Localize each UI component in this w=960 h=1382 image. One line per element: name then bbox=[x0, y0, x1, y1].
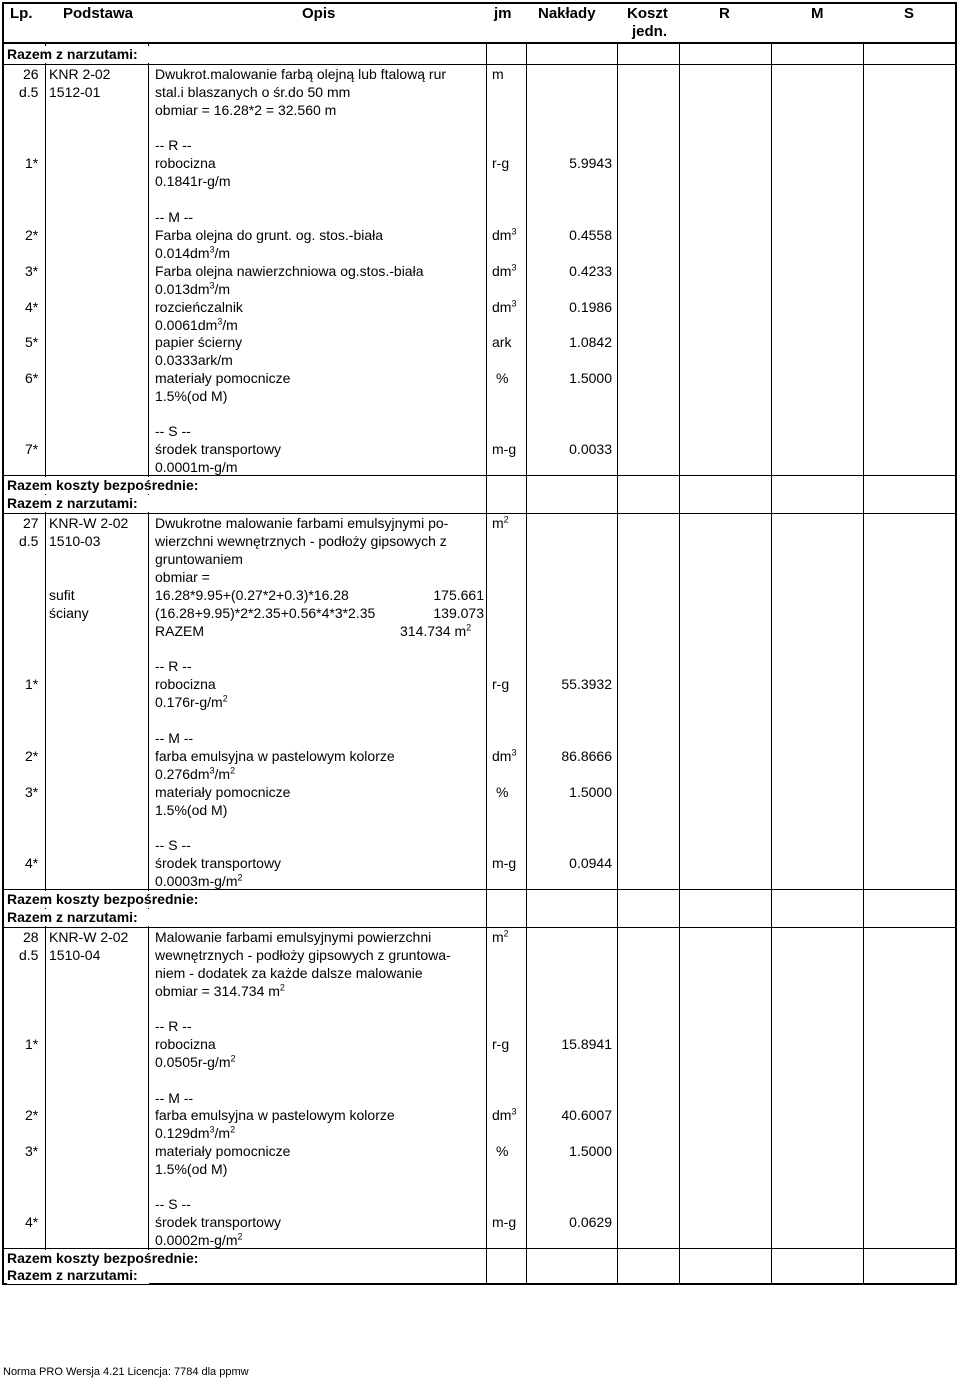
item-name: środek transportowy bbox=[155, 1214, 282, 1230]
header-podstawa: Podstawa bbox=[63, 5, 134, 22]
item-unit: r-g bbox=[492, 676, 510, 692]
obmiar-formula: (16.28+9.95)*2*2.35+0.56*4*3*2.35 bbox=[155, 605, 376, 621]
razem-z-narzutami: Razem z narzutami: bbox=[7, 46, 149, 63]
pos-obmiar: obmiar = 16.28*2 = 32.560 m bbox=[155, 102, 337, 118]
item-value: 1.0842 bbox=[569, 334, 612, 350]
pos-code: 1512-01 bbox=[49, 84, 101, 100]
item-norm: $0.129dm^3/m^2$ bbox=[155, 1124, 236, 1141]
col-divider bbox=[863, 2, 864, 1285]
row-separator bbox=[2, 513, 957, 514]
col-divider bbox=[148, 2, 149, 1285]
pos-description: niem - dodatek za każde dalsze malowanie bbox=[155, 965, 423, 981]
section-s: -- S -- bbox=[155, 423, 191, 439]
header-m: M bbox=[811, 5, 824, 22]
razem-z-narzutami: Razem z narzutami: bbox=[7, 909, 149, 926]
razem-z-narzutami: Razem z narzutami: bbox=[7, 495, 149, 512]
razem-koszty-bezposrednie: Razem koszty bezpośrednie: bbox=[7, 1250, 217, 1267]
section-m: -- M -- bbox=[155, 730, 194, 746]
section-r: -- R -- bbox=[155, 658, 192, 674]
item-lp: 6* bbox=[25, 370, 39, 386]
item-norm: $0.0003m-g/m^2$ bbox=[155, 872, 243, 889]
col-divider bbox=[486, 2, 487, 1285]
item-lp: 2* bbox=[25, 748, 39, 764]
section-m: -- M -- bbox=[155, 209, 194, 225]
item-unit: % bbox=[496, 1143, 509, 1159]
item-norm: $0.013dm^3/m$ bbox=[155, 280, 231, 297]
item-lp: 3* bbox=[25, 1143, 39, 1159]
footer-license: Norma PRO Wersja 4.21 Licencja: 7784 dla ppmw bbox=[3, 1366, 249, 1378]
row-separator bbox=[2, 927, 957, 928]
item-unit: $dm^3$ bbox=[492, 262, 517, 279]
col-divider bbox=[617, 2, 618, 1285]
item-lp: 1* bbox=[25, 676, 39, 692]
obmiar-value: 175.661 bbox=[433, 587, 484, 603]
item-lp: 3* bbox=[25, 263, 39, 279]
item-unit: m-g bbox=[492, 1214, 517, 1230]
item-norm: 1.5%(od M) bbox=[155, 388, 228, 404]
item-value: 0.4558 bbox=[569, 227, 612, 243]
pos-code: 1510-03 bbox=[49, 533, 101, 549]
item-unit: $dm^3$ bbox=[492, 747, 517, 764]
item-lp: 1* bbox=[25, 155, 39, 171]
item-unit: $dm^3$ bbox=[492, 298, 517, 315]
pos-obmiar: obmiar = bbox=[155, 569, 210, 585]
item-value: 5.9943 bbox=[569, 155, 612, 171]
pos-description: wewnętrznych - podłoży gipsowych z gruntowa- bbox=[155, 947, 451, 963]
row-separator bbox=[2, 1248, 957, 1249]
item-value: 1.5000 bbox=[569, 784, 612, 800]
item-norm: 0.0333ark/m bbox=[155, 352, 233, 368]
item-lp: 4* bbox=[25, 299, 39, 315]
pos-d: d.5 bbox=[19, 84, 39, 100]
item-unit: $dm^3$ bbox=[492, 226, 517, 243]
item-norm: 0.0001m-g/m bbox=[155, 459, 238, 475]
header-opis: Opis bbox=[302, 5, 336, 22]
item-norm: 1.5%(od M) bbox=[155, 1161, 228, 1177]
item-name: Farba olejna do grunt. og. stos.-biała bbox=[155, 227, 384, 243]
item-norm: $0.0061dm^3/m$ bbox=[155, 316, 238, 333]
item-norm: 0.1841r-g/m bbox=[155, 173, 231, 189]
pos-description: stal.i blaszanych o śr.do 50 mm bbox=[155, 84, 351, 100]
header-s: S bbox=[904, 5, 915, 22]
section-s: -- S -- bbox=[155, 1196, 191, 1212]
obmiar-value: 139.073 bbox=[433, 605, 484, 621]
header-koszt-jedn: jedn. bbox=[632, 23, 668, 40]
item-value: 0.0629 bbox=[569, 1214, 612, 1230]
item-name: robocizna bbox=[155, 155, 216, 171]
item-value: 1.5000 bbox=[569, 370, 612, 386]
item-value: 0.0033 bbox=[569, 441, 612, 457]
item-name: farba emulsyjna w pastelowym kolorze bbox=[155, 1107, 395, 1123]
razem-koszty-bezposrednie: Razem koszty bezpośrednie: bbox=[7, 891, 217, 908]
section-r: -- R -- bbox=[155, 1018, 192, 1034]
item-lp: 1* bbox=[25, 1036, 39, 1052]
header-r: R bbox=[719, 5, 730, 22]
item-name: środek transportowy bbox=[155, 855, 282, 871]
pos-knr: KNR 2-02 bbox=[49, 66, 111, 82]
header-jm: jm bbox=[494, 5, 512, 22]
item-unit: $dm^3$ bbox=[492, 1106, 517, 1123]
pos-number: 26 bbox=[23, 66, 39, 82]
pos-description: Malowanie farbami emulsyjnymi powierzchni bbox=[155, 929, 432, 945]
col-divider bbox=[679, 2, 680, 1285]
item-unit: r-g bbox=[492, 1036, 510, 1052]
item-unit: % bbox=[496, 370, 509, 386]
pos-number: 28 bbox=[23, 929, 39, 945]
item-value: 86.8666 bbox=[561, 748, 612, 764]
pos-knr: KNR-W 2-02 bbox=[49, 515, 129, 531]
item-name: rozcieńczalnik bbox=[155, 299, 243, 315]
item-value: 40.6007 bbox=[561, 1107, 612, 1123]
item-value: 0.4233 bbox=[569, 263, 612, 279]
razem-koszty-bezposrednie: Razem koszty bezpośrednie: bbox=[7, 477, 217, 494]
item-value: 1.5000 bbox=[569, 1143, 612, 1159]
pos-unit: $m^2$ bbox=[492, 514, 509, 531]
pos-number: 27 bbox=[23, 515, 39, 531]
razem-z-narzutami: Razem z narzutami: bbox=[7, 1267, 149, 1284]
item-norm: $0.176r-g/m^2$ bbox=[155, 693, 228, 710]
item-lp: 5* bbox=[25, 334, 39, 350]
item-value: 55.3932 bbox=[561, 676, 612, 692]
row-separator bbox=[2, 475, 957, 476]
item-norm: $0.276dm^3/m^2$ bbox=[155, 765, 236, 782]
item-lp: 3* bbox=[25, 784, 39, 800]
item-lp: 7* bbox=[25, 441, 39, 457]
col-divider bbox=[526, 2, 527, 1285]
item-norm: $0.0505r-g/m^2$ bbox=[155, 1053, 236, 1070]
header-lp: Lp. bbox=[10, 5, 33, 22]
pos-description: Dwukrot.malowanie farbą olejną lub ftalową rur bbox=[155, 66, 447, 82]
item-name: materiały pomocnicze bbox=[155, 370, 291, 386]
obmiar-label-sufit: sufit bbox=[49, 587, 75, 603]
item-unit: m-g bbox=[492, 855, 517, 871]
item-norm: $0.014dm^3/m$ bbox=[155, 244, 231, 261]
cost-table-frame bbox=[2, 2, 957, 1285]
item-unit: r-g bbox=[492, 155, 510, 171]
item-norm: 1.5%(od M) bbox=[155, 802, 228, 818]
item-lp: 4* bbox=[25, 855, 39, 871]
item-unit: ark bbox=[492, 334, 512, 350]
pos-description: Dwukrotne malowanie farbami emulsyjnymi po- bbox=[155, 515, 449, 531]
col-divider bbox=[45, 2, 46, 1285]
col-divider bbox=[771, 2, 772, 1285]
item-name: środek transportowy bbox=[155, 441, 282, 457]
pos-d: d.5 bbox=[19, 533, 39, 549]
item-value: 0.1986 bbox=[569, 299, 612, 315]
item-value: 15.8941 bbox=[561, 1036, 612, 1052]
obmiar-formula: 16.28*9.95+(0.27*2+0.3)*16.28 bbox=[155, 587, 349, 603]
pos-code: 1510-04 bbox=[49, 947, 101, 963]
pos-unit: m bbox=[492, 66, 504, 82]
pos-description: gruntowaniem bbox=[155, 551, 243, 567]
section-m: -- M -- bbox=[155, 1090, 194, 1106]
item-value: 0.0944 bbox=[569, 855, 612, 871]
obmiar-label-sciany: ściany bbox=[49, 605, 89, 621]
pos-obmiar: obmiar = 314.734 $m^2$ bbox=[155, 982, 285, 999]
item-name: Farba olejna nawierzchniowa og.stos.-biała bbox=[155, 263, 424, 279]
item-name: robocizna bbox=[155, 676, 216, 692]
item-name: materiały pomocnicze bbox=[155, 784, 291, 800]
pos-d: d.5 bbox=[19, 947, 39, 963]
header-koszt: Koszt bbox=[627, 5, 668, 22]
row-separator bbox=[2, 889, 957, 890]
item-lp: 4* bbox=[25, 1214, 39, 1230]
item-name: robocizna bbox=[155, 1036, 216, 1052]
obmiar-razem-value: 314.734 $m^2$ bbox=[400, 622, 472, 639]
pos-unit: $m^2$ bbox=[492, 928, 509, 945]
item-name: materiały pomocnicze bbox=[155, 1143, 291, 1159]
item-lp: 2* bbox=[25, 227, 39, 243]
item-unit: % bbox=[496, 784, 509, 800]
row-separator bbox=[2, 64, 957, 65]
item-name: farba emulsyjna w pastelowym kolorze bbox=[155, 748, 395, 764]
obmiar-razem-label: RAZEM bbox=[155, 623, 204, 639]
section-s: -- S -- bbox=[155, 837, 191, 853]
pos-knr: KNR-W 2-02 bbox=[49, 929, 129, 945]
item-norm: $0.0002m-g/m^2$ bbox=[155, 1231, 243, 1248]
header-naklady: Nakłady bbox=[538, 5, 596, 22]
item-name: papier ścierny bbox=[155, 334, 243, 350]
item-lp: 2* bbox=[25, 1107, 39, 1123]
section-r: -- R -- bbox=[155, 137, 192, 153]
item-unit: m-g bbox=[492, 441, 517, 457]
pos-description: wierzchni wewnętrznych - podłoży gipsowych z bbox=[155, 533, 447, 549]
